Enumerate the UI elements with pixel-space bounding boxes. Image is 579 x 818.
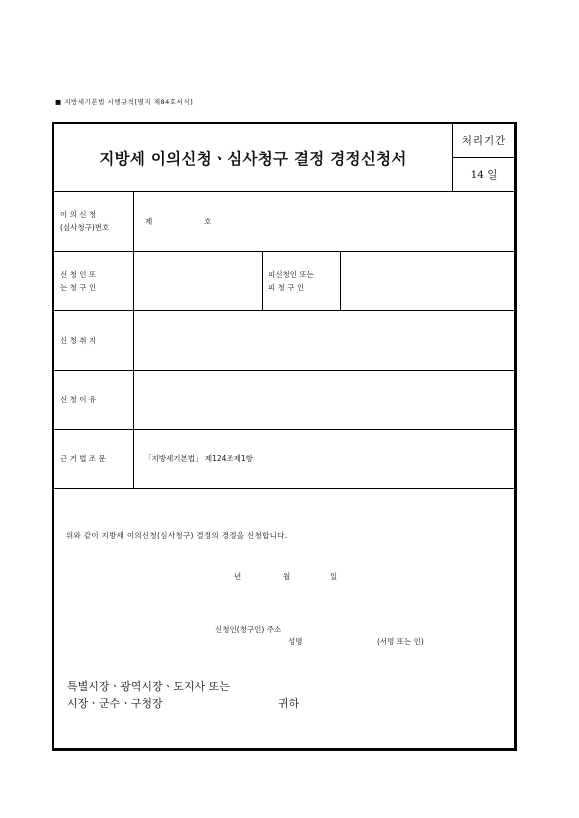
respondent-label: 피신청인 또는 피 청 구 인 xyxy=(268,269,314,292)
processing-period-value: 14 일 xyxy=(470,169,498,181)
case-number-field[interactable]: 제 호 xyxy=(145,216,212,226)
legal-basis-value: 「지방세기본법」 제124조제1항 xyxy=(144,454,253,463)
addressee-line1: 특별시장ㆍ광역시장ㆍ도지사 또는 xyxy=(67,680,230,693)
addressee-line2: 시장ㆍ군수ㆍ구청장 xyxy=(67,697,163,710)
processing-period-label: 처리기간 xyxy=(461,135,507,147)
date-year[interactable]: 년 xyxy=(234,572,242,581)
application-form xyxy=(52,122,517,751)
label-column-divider xyxy=(133,191,134,488)
form-reference: ■ 지방세기본법 시행규칙[별지 제84호서식] xyxy=(55,98,194,106)
applicant-label: 신 청 인 또 는 청 구 인 xyxy=(60,269,97,292)
respondent-field[interactable] xyxy=(344,251,512,310)
date-month[interactable]: 월 xyxy=(283,572,291,581)
date-day[interactable]: 일 xyxy=(330,572,338,581)
applicant-field[interactable] xyxy=(138,251,258,310)
case-number-label: 이 의 신 청 (심사청구)번호 xyxy=(60,210,110,232)
row-divider xyxy=(54,488,514,489)
purpose-label: 신 청 취 지 xyxy=(60,335,97,345)
reason-label: 신 청 이 유 xyxy=(60,395,97,404)
application-statement: 위와 같이 지방세 이의신청(심사청구) 결정의 경정을 신청합니다. xyxy=(66,531,288,540)
applicant-name-label: 성명 xyxy=(288,637,303,646)
addressee-honorific: 귀하 xyxy=(278,697,300,710)
legal-basis-label: 근 거 법 조 문 xyxy=(60,454,106,463)
respondent-divider xyxy=(340,251,341,310)
signature-note: (서명 또는 인) xyxy=(377,637,424,646)
applicant-address-label: 신청인(청구인) 주소 xyxy=(215,625,282,634)
reason-field[interactable] xyxy=(138,370,508,429)
purpose-field[interactable] xyxy=(138,310,508,370)
form-title: 지방세 이의신청ㆍ심사청구 결정 경정신청서 xyxy=(99,149,407,168)
